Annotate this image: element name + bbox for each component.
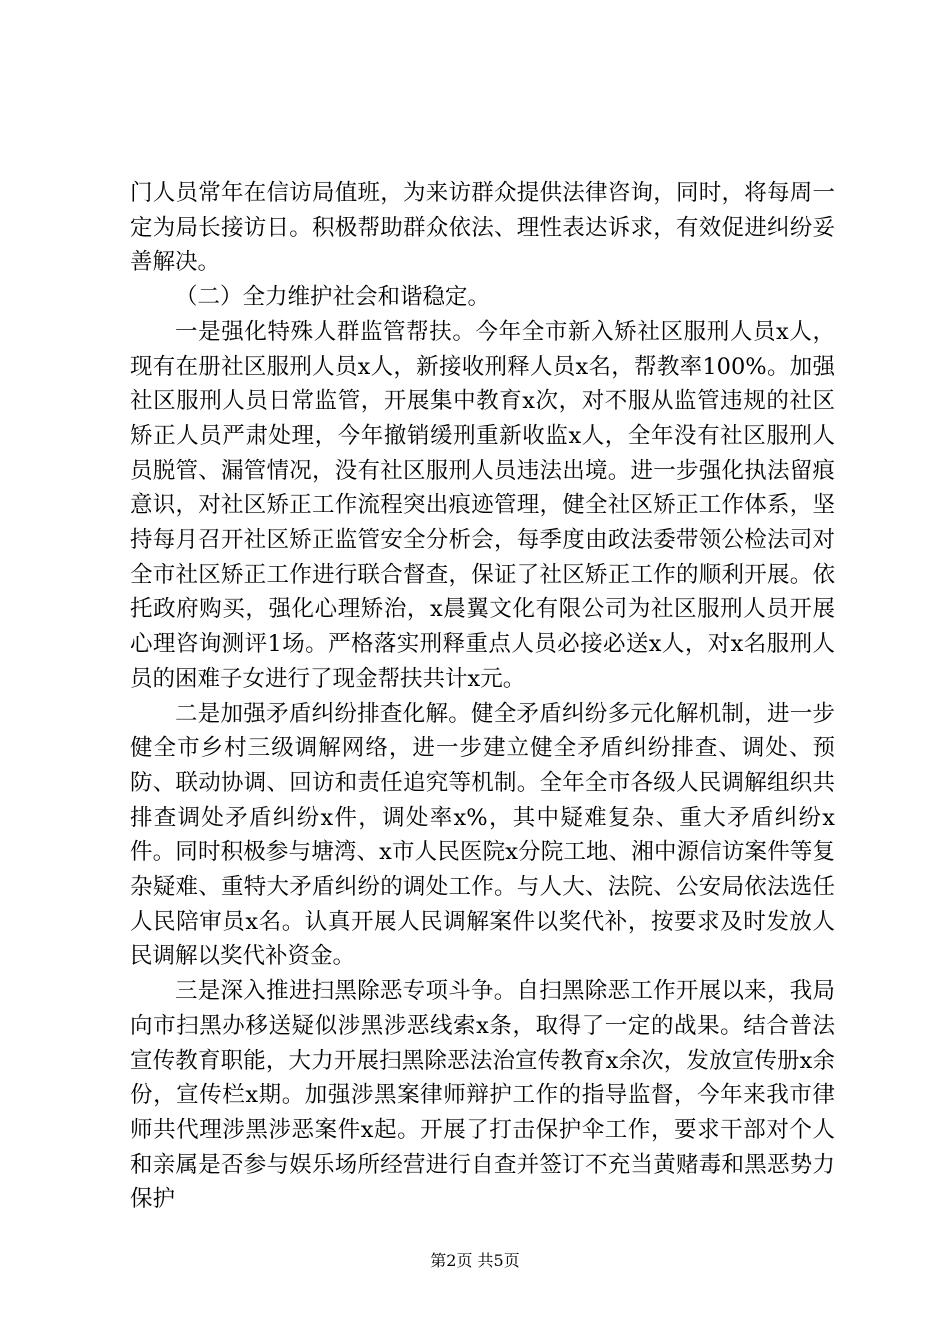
- page-number-footer: 第2页 共5页: [430, 1251, 520, 1270]
- paragraph-special-groups: 一是强化特殊人群监管帮扶。今年全市新入矫社区服刑人员x人，现有在册社区服刑人员x人，新接收刑释人员x名，帮教率100%。加强社区服刑人员日常监管，开展集中教育x次，对不服从监管违规的社区矫正人员严肃处理，今年撤销缓刑重新收监x人，全年没有社区服刑人员脱管、漏管情况，没有社区服刑人员违法出境。进一步强化执法留痕意识，对社区矫正工作流程突出痕迹管理，健全社区矫正工作体系，坚持每月召开社区矫正监管安全分析会，每季度由政法委带领公检法司对全市社区矫正工作进行联合督查，保证了社区矫正工作的顺利开展。依托政府购买，强化心理矫治，x晨翼文化有限公司为社区服刑人员开展心理咨询测评1场。严格落实刑释重点人员必接必送x人，对x名服刑人员的困难子女进行了现金帮扶共计x元。: [130, 318, 835, 692]
- document-body: [130, 176, 835, 1217]
- paragraph-continuation: 门人员常年在信访局值班，为来访群众提供法律咨询，同时，将每周一定为局长接访日。积极帮助群众依法、理性表达诉求，有效促进纠纷妥善解决。: [130, 180, 835, 276]
- paragraph-dispute-resolution: 二是加强矛盾纠纷排查化解。健全矛盾纠纷多元化解机制，进一步健全市乡村三级调解网络，进一步建立健全矛盾纠纷排查、调处、预防、联动协调、回访和责任追究等机制。全年全市各级人民调解组织共排查调处矛盾纠纷x件，调处率x%，其中疑难复杂、重大矛盾纠纷x件。同时积极参与塘湾、x市人民医院x分院工地、湘中源信访案件等复杂疑难、重特大矛盾纠纷的调处工作。与人大、法院、公安局依法选任人民陪审员x名。认真开展人民调解案件以奖代补，按要求及时发放人民调解以奖代补资金。: [130, 700, 835, 970]
- paragraph-anti-crime: 三是深入推进扫黑除恶专项斗争。自扫黑除恶工作开展以来，我局向市扫黑办移送疑似涉黑涉恶线索x条，取得了一定的战果。结合普法宣传教育职能，大力开展扫黑除恶法治宣传教育x余次，发放宣传册x余份，宣传栏x期。加强涉黑案律师辩护工作的指导监督，今年来我市律师共代理涉黑涉恶案件x起。开展了打击保护伞工作，要求干部对个人和亲属是否参与娱乐场所经营进行自查并签订不充当黄赌毒和黑恶势力保护: [130, 978, 835, 1213]
- section-heading: （二）全力维护社会和谐稳定。: [175, 284, 491, 311]
